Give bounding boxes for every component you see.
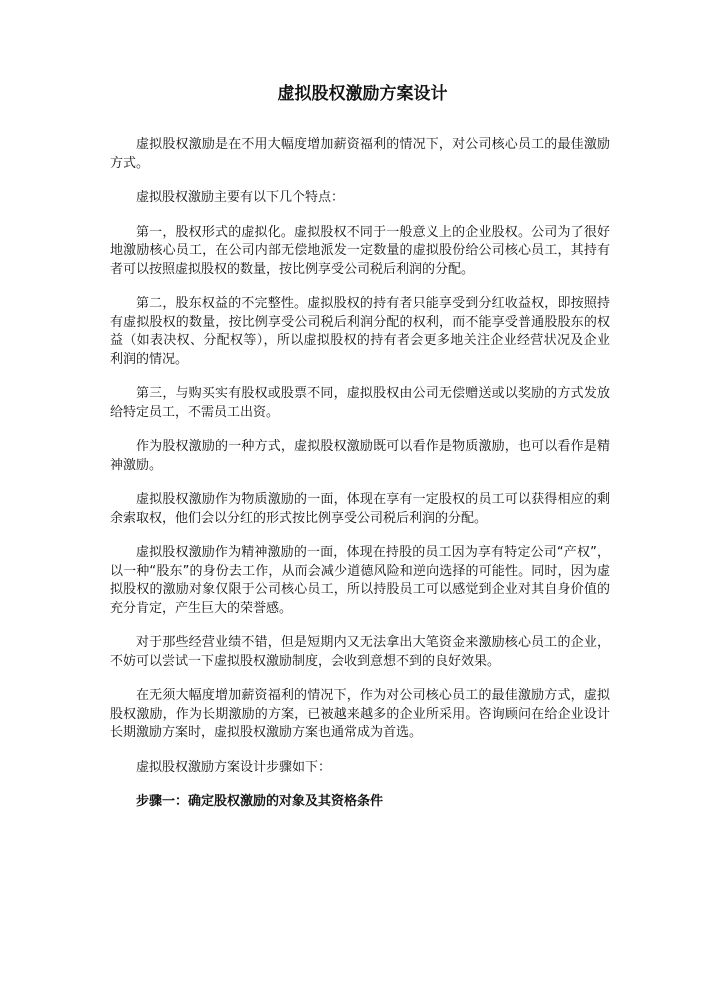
document-title: 虚拟股权激励方案设计 bbox=[277, 84, 448, 104]
step-one-heading: 步骤一：确定股权激励的对象及其资格条件 bbox=[136, 794, 384, 809]
paragraph-feature-2: 第二，股东权益的不完整性。虚拟股权的持有者只能享受到分红收益权，即按照持有虚拟股权的数量，按比例享受公司税后利润分配的权利，而不能享受普通股股东的权益（如表决权、分配权等），所以虚拟股权的持有者会更多地关注企业经营状况及企业利润的情况。 bbox=[110, 296, 610, 367]
paragraph-intro: 虚拟股权激励是在不用大幅度增加薪资福利的情况下，对公司核心员工的最佳激励方式。 bbox=[110, 137, 610, 171]
paragraph-steps-lead: 虚拟股权激励方案设计步骤如下： bbox=[136, 759, 332, 775]
paragraph-recommendation: 对于那些经营业绩不错，但是短期内又无法拿出大笔资金来激励核心员工的企业，不妨可以尝试一下虚拟股权激励制度，会收到意想不到的良好效果。 bbox=[110, 635, 610, 669]
paragraph-spiritual-incentive: 虚拟股权激励作为精神激励的一面，体现在持股的员工因为享有特定公司“产权”，以一种“股东”的身份去工作，从而会减少道德风险和逆向选择的可能性。同时，因为虚拟股权的激励对象仅限于公司核心员工，所以持股员工可以感觉到企业对其自身价值的充分肯定，产生巨大的荣誉感。 bbox=[110, 545, 610, 616]
paragraph-adoption: 在无须大幅度增加薪资福利的情况下，作为对公司核心员工的最佳激励方式，虚拟股权激励，作为长期激励的方案，已被越来越多的企业所采用。咨询顾问在给企业设计长期激励方案时，虚拟股权激励方案也通常成为首选。 bbox=[110, 688, 610, 740]
document-body bbox=[110, 136, 610, 812]
paragraph-feature-3: 第三，与购买实有股权或股票不同，虚拟股权由公司无偿赠送或以奖励的方式发放给特定员工，不需员工出资。 bbox=[110, 386, 610, 420]
paragraph-incentive-type: 作为股权激励的一种方式，虚拟股权激励既可以看作是物质激励，也可以看作是精神激励。 bbox=[110, 439, 610, 473]
paragraph-features-lead: 虚拟股权激励主要有以下几个特点： bbox=[136, 190, 345, 205]
paragraph-material-incentive: 虚拟股权激励作为物质激励的一面，体现在享有一定股权的员工可以获得相应的剩余索取权，他们会以分红的形式按比例享受公司税后利润的分配。 bbox=[110, 492, 610, 526]
paragraph-feature-1: 第一，股权形式的虚拟化。虚拟股权不同于一般意义上的企业股权。公司为了很好地激励核心员工，在公司内部无偿地派发一定数量的虚拟股份给公司核心员工，其持有者可以按照虚拟股权的数量，按比例享受公司税后利润的分配。 bbox=[110, 224, 610, 277]
